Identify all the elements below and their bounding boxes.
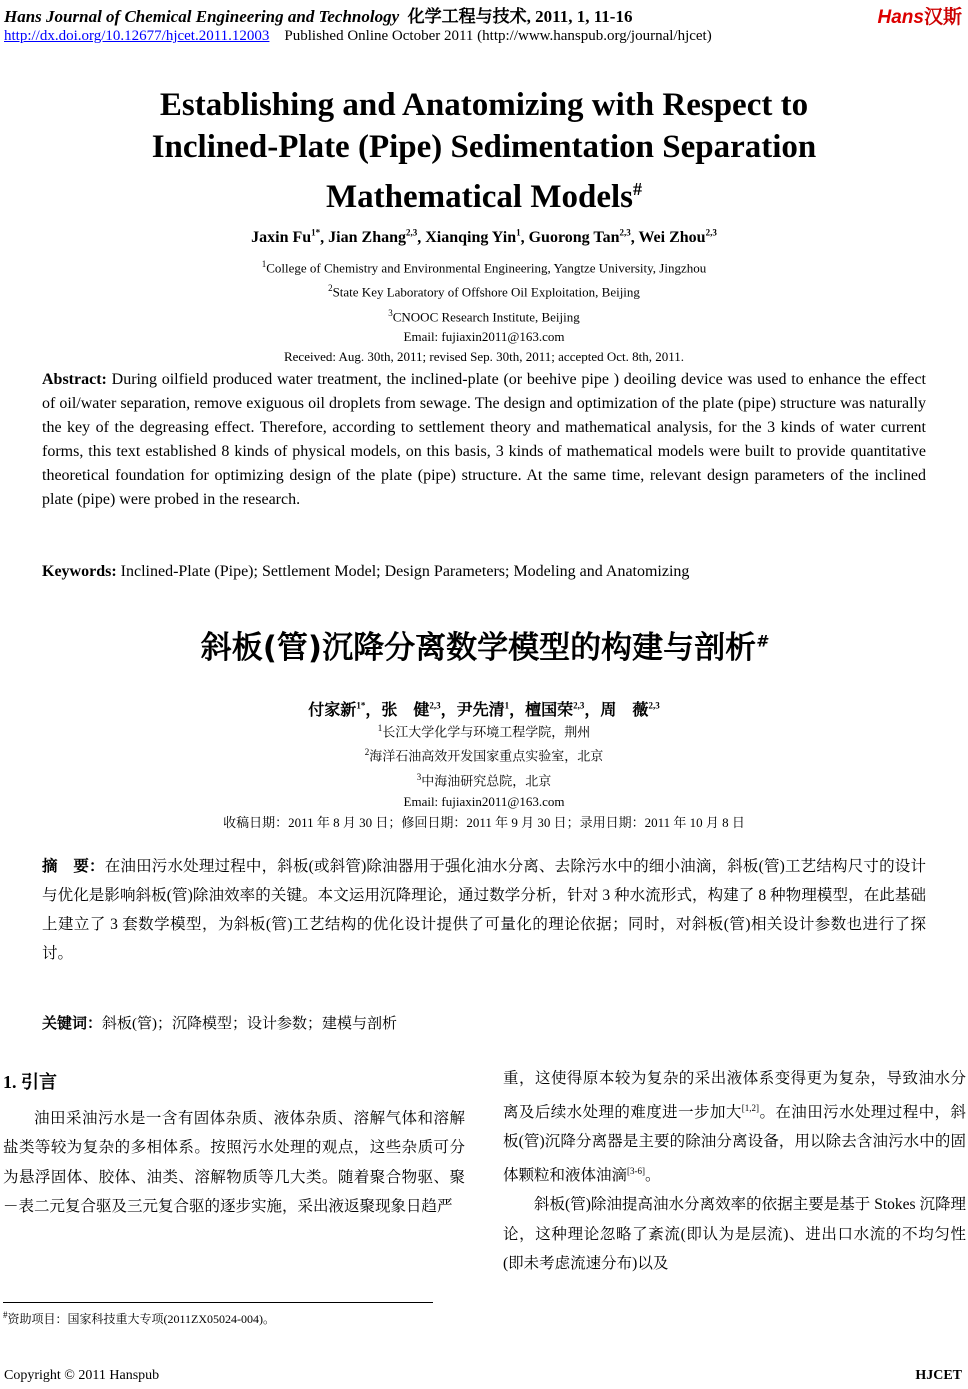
email: Email: fujiaxin2011@163.com — [403, 328, 565, 344]
affiliation: $^1$College of Chemistry and Environmental Engineering, Yangtze University, Jingzhou — [261, 259, 707, 276]
publication-info — [4, 28, 712, 45]
keywords-label: Keywords: — [42, 563, 117, 580]
title-line: Inclined-Plate (Pipe) Sedimentation Separation — [151, 129, 817, 165]
body-right-column — [503, 1064, 966, 1279]
affiliation: $^3$中海油研究总院，北京 — [416, 771, 552, 788]
paragraph: 斜板(管)除油提高油水分离效率的依据主要是基于 Stokes 沉降理论，这种理论忽略了紊流(即认为是层流)、进出口水流的不均匀性(即未考虑流速分布)以及 — [503, 1196, 966, 1273]
affiliation: $^3$CNOOC Research Institute, Beijing — [388, 307, 580, 324]
author: Wei Zhou$^{2,3}$ — [638, 228, 717, 247]
email: Email: fujiaxin2011@163.com — [403, 793, 565, 809]
author-list: Jaxin $Fu^{1*}$, Jian Zhang$^{2,3}$, Xianqing Yin$^1$, Guorong Tan$^{2,3}$, Wei Zhou$^{2,3}$ — [251, 228, 717, 247]
keywords-text: 斜板(管)；沉降模型；设计参数；建模与剖析 — [102, 1016, 398, 1032]
abstract-text: 在油田污水处理过程中，斜板(或斜管)除油器用于强化油水分离、去除污水中的细小油滴，斜板(管)工艺结构尺寸的设计与优化是影响斜板(管)除油效率的关键。本文运用沉降理论，通过数学分析，针对 3 种水流形式，构建了 8 种物理模型，在此基础上建立了 3 套数学模型，为斜板(管)工艺结构的优化设计提供了可量化的理论依据；同时，对斜板(管)相关设计参数也进行了探讨。 — [42, 858, 926, 962]
author: Xianqing Yin$^1$ — [425, 228, 521, 247]
author: Guorong Tan$^{2,3}$ — [528, 228, 631, 247]
journal-name-cn: 化学工程与技术, 2011, 1, 11-16 — [407, 7, 633, 26]
keywords-label: 关键词： — [42, 1014, 103, 1032]
author: 檀国荣$^{2,3}$ — [525, 700, 585, 719]
paper-title-cn: 斜板(管)沉降分离数学模型的构建与剖析# — [200, 630, 768, 666]
paper-title — [0, 84, 968, 218]
affiliation: $^2$海洋石油高效开发国家重点实验室，北京 — [364, 747, 604, 764]
logo-en: Hans — [877, 7, 924, 28]
citation: [1,2] — [741, 1102, 760, 1113]
journal-abbr: HJCET — [915, 1368, 962, 1383]
keywords-text: Inclined-Plate (Pipe); Settlement Model; Design Parameters; Modeling and Anatomizing — [116, 563, 690, 580]
author: 付家新$^{1*}$ — [308, 700, 366, 719]
doi-link[interactable]: http://dx.doi.org/10.12677/hjcet.2011.12003 — [4, 28, 270, 44]
keywords — [42, 563, 689, 581]
title-line: Establishing and Anatomizing with Respect to — [159, 87, 809, 123]
journal-name: Hans Journal of Chemical Engineering and Technology — [4, 7, 400, 26]
paragraph: 油田采油污水是一含有固体杂质、液体杂质、溶解气体和溶解盐类等较为复杂的多相体系。按照污水处理的观点，这些杂质可分为悬浮固体、胶体、油类、溶解物质等几大类。随着聚合物驱、聚－表二元复合驱及三元复合驱的逐步实施，采出液返聚现象日趋严 — [3, 1109, 465, 1215]
affiliations-cn — [0, 718, 968, 833]
title-mark: # — [633, 179, 642, 199]
body-left-column — [3, 1068, 465, 1222]
copyright: Copyright © 2011 Hanspub — [4, 1368, 160, 1383]
author: 尹先清$^1$ — [456, 700, 510, 719]
logo-cn: 汉斯 — [923, 7, 962, 28]
author: Jaxin $Fu^{1*}$ — [251, 228, 321, 247]
abstract — [42, 368, 926, 512]
abstract-label: 摘 要： — [42, 857, 105, 875]
author: 张 健$^{2,3}$ — [381, 700, 441, 719]
footnote-divider — [3, 1302, 433, 1303]
citation: [3-6] — [627, 1165, 646, 1176]
received-dates: Received: Aug. 30th, 2011; revised Sep. 30th, 2011; accepted Oct. 8th, 2011. — [283, 348, 685, 364]
author: Jian Zhang$^{2,3}$ — [328, 228, 418, 247]
published-online: Published Online October 2011 (http://www.hanspub.org/journal/hjcet) — [284, 28, 712, 44]
title-line: Mathematical Models — [325, 179, 633, 215]
footnote: #资助项目：国家科技重大专项(2011ZX05024-004)。 — [3, 1310, 276, 1326]
affiliation: $^2$State Key Laboratory of Offshore Oil Exploitation, Beijing — [328, 283, 640, 300]
section-heading: 1. 引言 — [3, 1072, 57, 1092]
affiliations — [0, 254, 968, 367]
paragraph: 重，这使得原本较为复杂的采出液体系变得更为复杂，导致油水分离及后续水处理的难度进一步加大[1,2]。在油田污水处理过程中，斜板(管)沉降分离器是主要的除油分离设备，用以除去含油污水中的固体颗粒和液体油滴[3-6]。 — [503, 1070, 966, 1184]
author: 周 薇$^{2,3}$ — [600, 700, 660, 719]
keywords-cn — [42, 1012, 397, 1033]
abstract-text: During oilfield produced water treatment, the inclined-plate (or beehive pipe ) deoiling device was used to enhance the effect of oil/water separation, remove exiguous oil droplets from sewage. The design and optimization of the plate (pipe) structure was naturally the key of the degreasing effect. Therefore, according to settlement theory and mathematical analysis, for the 3 kinds of water current forms, this text established 8 kinds of physical models, on this basis, 3 kinds of mathematical models were built to provide quantitative theoretical foundation for optimizing design of the plate (pipe) structure. At the same time, relevant design parameters of the inclined plate (pipe) were probed in the research. — [42, 371, 926, 508]
hans-logo — [878, 2, 962, 29]
affiliation: $^1$长江大学化学与环境工程学院，荆州 — [377, 723, 591, 740]
author-list-cn: 付家新$^{1*}$，张 健$^{2,3}$，尹先清$^1$，檀国荣$^{2,3}$，周 薇$^{2,3}$ — [308, 700, 660, 719]
received-dates: 收稿日期：2011 年 8 月 30 日；修回日期：2011 年 9 月 30 日；录用日期：2011 年 10 月 8 日 — [223, 814, 745, 830]
abstract-cn — [42, 852, 926, 968]
journal-header — [4, 2, 632, 27]
abstract-label: Abstract: — [42, 371, 107, 388]
